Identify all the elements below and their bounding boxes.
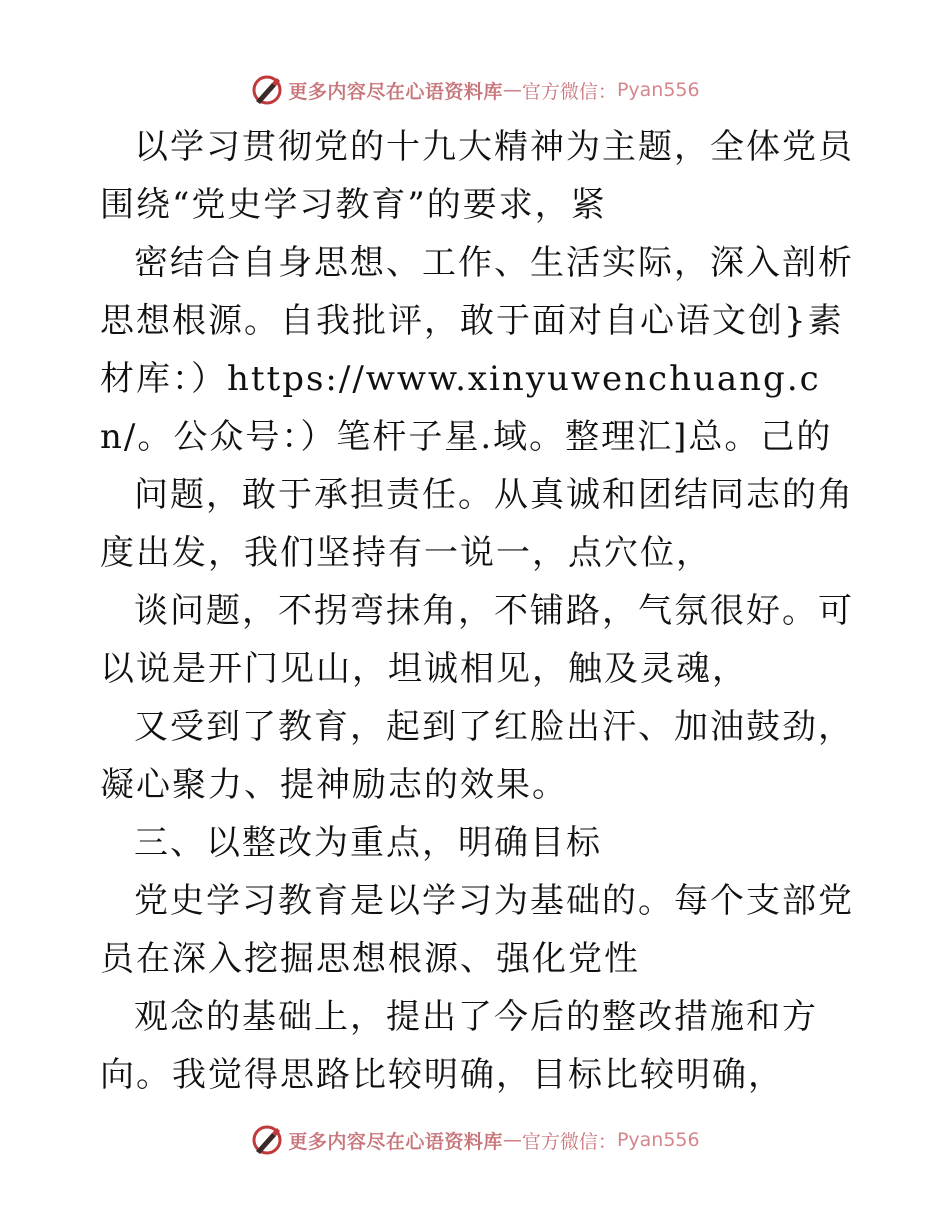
pen-logo-icon bbox=[250, 73, 284, 107]
paragraph: 问题，敢于承担责任。从真诚和团结同志的角度出发，我们坚持有一说一，点穴位， bbox=[100, 475, 854, 573]
watermark-separator: — bbox=[502, 1129, 522, 1151]
watermark-label: 官方微信： bbox=[521, 80, 617, 103]
paragraph: 密结合自身思想、工作、生活实际，深入剖析思想根源。自我批评，敢于面对自心语文创}素材库：）https://www.xinyuwenchuang.cn/。公众号：）笔杆子星.域。整理汇]总。己的 bbox=[100, 243, 854, 457]
paragraph: 以学习贯彻党的十九大精神为主题，全体党员围绕“党史学习教育”的要求，紧 bbox=[100, 127, 854, 225]
paragraph: 又受到了教育，起到了红脸出汗、加油鼓劲，凝心聚力、提神励志的效果。 bbox=[100, 707, 854, 805]
paragraph: 党史学习教育是以学习为基础的。每个支部党员在深入挖掘思想根源、强化党性 bbox=[100, 881, 854, 979]
section-heading: 三、以整改为重点，明确目标 bbox=[134, 823, 602, 863]
header-watermark bbox=[0, 70, 950, 110]
paragraph: 观念的基础上，提出了今后的整改措施和方向。我觉得思路比较明确，目标比较明确， bbox=[100, 997, 818, 1095]
watermark-wechat-id: Pyan556 bbox=[616, 79, 700, 101]
footer-watermark bbox=[0, 1120, 950, 1160]
watermark-label: 官方微信： bbox=[521, 1130, 617, 1153]
paragraph: 谈问题，不拐弯抹角，不铺路，气氛很好。可以说是开门见山，坦诚相见，触及灵魂， bbox=[100, 591, 854, 689]
document-body bbox=[100, 118, 860, 1104]
watermark-separator: — bbox=[502, 79, 522, 101]
watermark-wechat-id: Pyan556 bbox=[616, 1129, 700, 1151]
watermark-brand: 更多内容尽在心语资料库 bbox=[288, 80, 503, 103]
watermark-brand: 更多内容尽在心语资料库 bbox=[288, 1130, 503, 1153]
pen-logo-icon bbox=[250, 1123, 284, 1157]
